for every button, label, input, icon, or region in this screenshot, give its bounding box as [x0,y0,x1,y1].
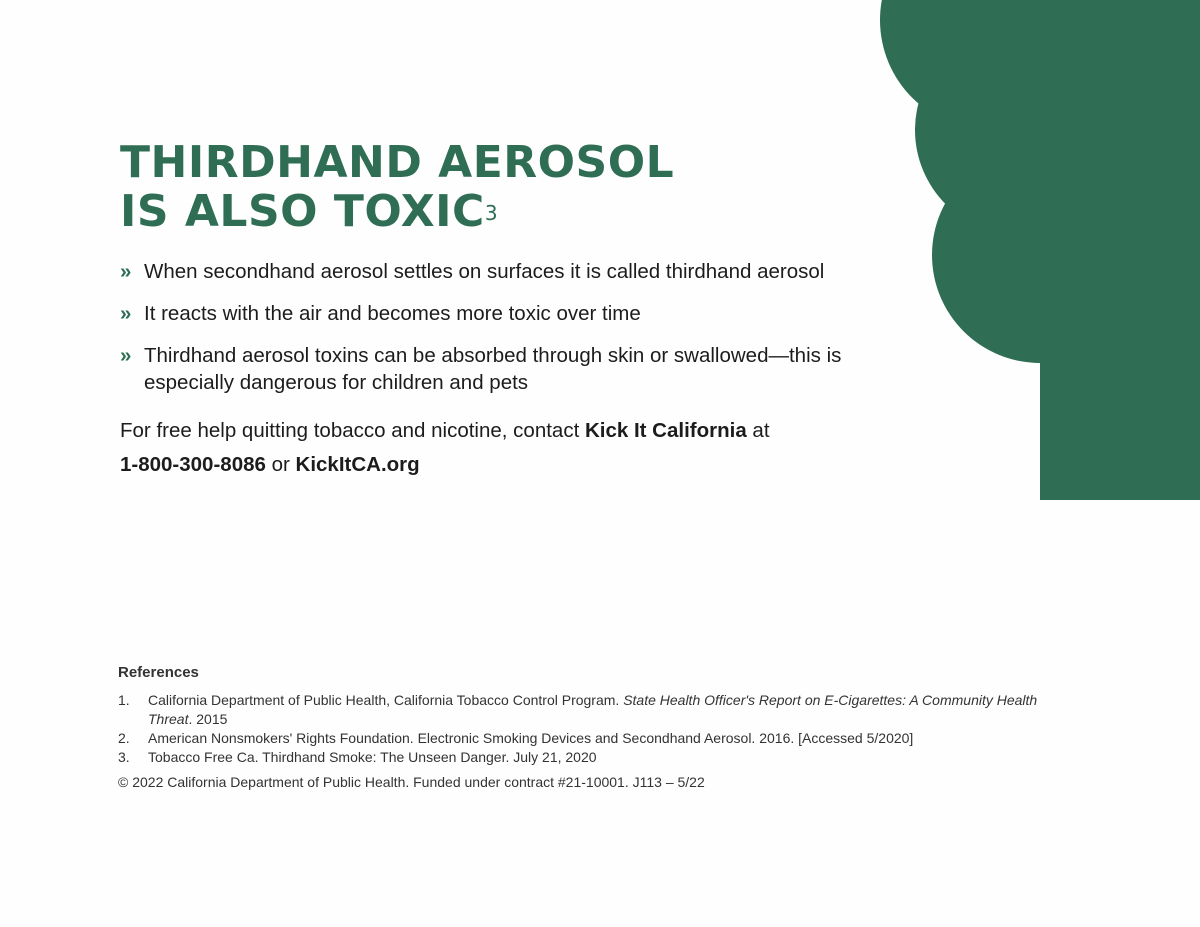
contact-org: Kick It California [584,419,747,442]
title-line-2-text: IS ALSO TOXIC [120,186,485,237]
reference-item [118,691,1078,729]
list-item [120,300,920,327]
contact-at: at [746,419,770,442]
website-link[interactable]: KickItCA.org [295,453,420,476]
list-item [120,258,920,285]
chevron-right-icon: » [120,302,132,325]
chevron-right-icon: » [120,260,132,283]
list-item [120,342,920,396]
reference-text [148,691,1078,729]
reference-title: State Health Officer's Report on E-Cigarettes: A Community Health Threat [148,692,1038,727]
reference-number: 3. [118,749,130,765]
references-section [118,664,1078,790]
contact-text: For free help quitting tobacco and nicotine, contact [120,419,585,442]
contact-or: or [265,453,296,476]
contact-info [120,414,920,482]
phone-number: 1-800-300-8086 [120,453,266,476]
bullet-text: When secondhand aerosol settles on surfaces it is called thirdhand aerosol [144,260,825,283]
reference-item [118,748,1078,767]
reference-text: American Nonsmokers' Rights Foundation. Electronic Smoking Devices and Secondhand Aerosol. 2016. [Accessed 5/2020] [148,730,914,746]
chevron-right-icon: » [120,344,132,367]
bullet-text: It reacts with the air and becomes more toxic over time [144,302,641,325]
page-title [120,138,674,236]
copyright-notice: © 2022 California Department of Public Health. Funded under contract #21-10001. J113 – 5/22 [118,774,705,790]
bullet-list [120,258,920,411]
reference-year: . 2015 [188,711,228,727]
reference-number: 1. [118,692,130,708]
title-line-2 [120,187,674,236]
reference-item [118,729,1078,748]
title-line-1: THIRDHAND AEROSOL [120,137,675,188]
title-superscript: 3 [484,201,499,225]
reference-source: California Department of Public Health, California Tobacco Control Program. [148,692,624,708]
reference-number: 2. [118,730,130,746]
references-heading: References [118,664,199,681]
references-list [118,691,1078,767]
reference-text: Tobacco Free Ca. Thirdhand Smoke: The Unseen Danger. July 21, 2020 [148,749,597,765]
bullet-text: Thirdhand aerosol toxins can be absorbed through skin or swallowed—this is especially dangerous for children and pets [144,344,842,394]
